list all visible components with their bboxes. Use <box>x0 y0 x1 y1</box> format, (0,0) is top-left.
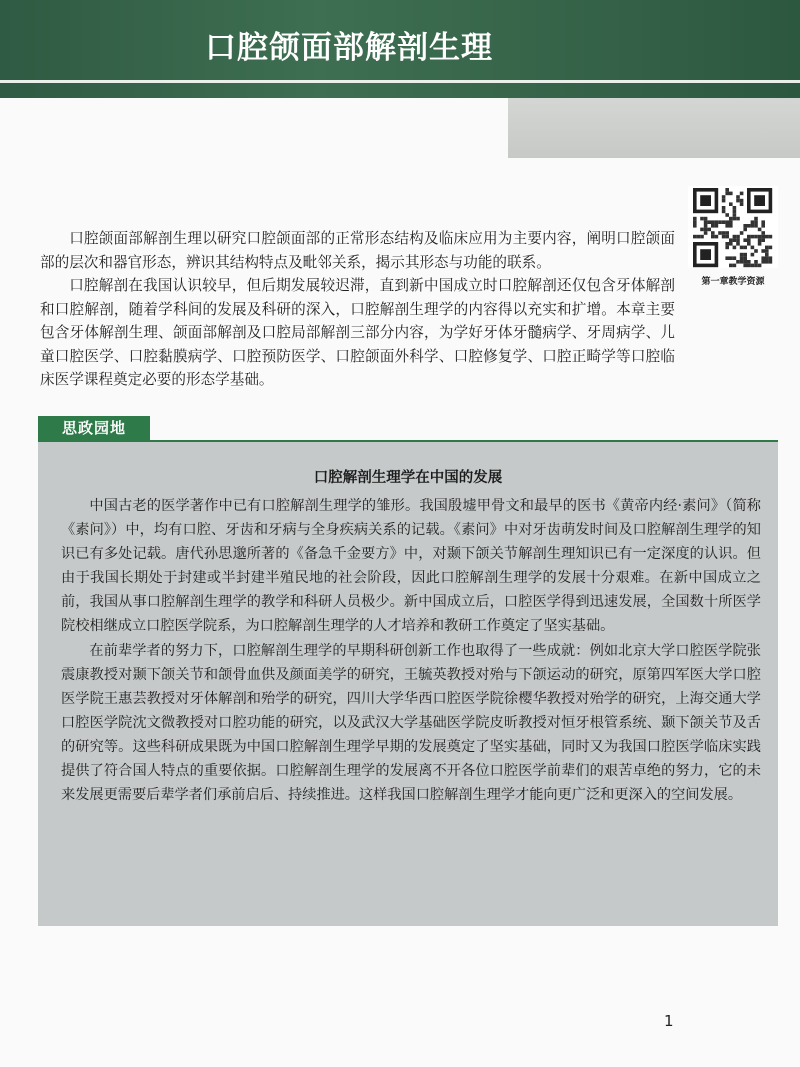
box-paragraph: 在前辈学者的努力下，口腔解剖生理学的早期科研创新工作也取得了一些成就：例如北京大学口腔医学院张震康教授对颞下颌关节和颌骨血供及颜面美学的研究，王毓英教授对殆与下颌运动的研究，原第四军医大学口腔医学院王惠芸教授对牙体解剖和殆学的研究，四川大学华西口腔医学院徐樱华教授对殆学的研究，上海交通大学口腔医学院沈文微教授对口腔功能的研究，以及武汉大学基础医学院皮昕教授对恒牙根管系统、颞下颌关节及舌的研究等。这些科研成果既为中国口腔解剖生理学早期的发展奠定了坚实基础，同时又为我国口腔医学临床实践提供了符合国人特点的重要依据。口腔解剖生理学的发展离不开各位口腔医学前辈们的艰苦卓绝的努力，它的未来发展更需要后辈学者们承前启后、持续推进。这样我国口腔解剖生理学才能向更广泛和更深入的空间发展。 <box>61 642 761 804</box>
box-title: 口腔解剖生理学在中国的发展 <box>313 469 503 486</box>
qr-code-icon[interactable] <box>688 186 778 268</box>
chapter-banner <box>0 0 800 98</box>
box-body <box>61 494 761 807</box>
box-paragraph: 中国古老的医学著作中已有口腔解剖生理学的雏形。我国殷墟甲骨文和最早的医书《黄帝内经·素问》（简称《素问》）中，均有口腔、牙齿和牙病与全身疾病关系的记载。《素问》中对牙齿萌发时间及口腔解剖生理学的知识已有多处记载。唐代孙思邈所著的《备急千金要方》中，对颞下颌关节解剖生理知识已有一定深度的认识。但由于我国长期处于封建或半封建半殖民地的社会阶段，因此口腔解剖生理学的发展十分艰难。在新中国成立之前，我国从事口腔解剖生理学的教学和科研人员极少。新中国成立后，口腔医学得到迅速发展，全国数十所医学院校相继成立口腔医学院系，为口腔解剖生理学的人才培养和教研工作奠定了坚实基础。 <box>61 498 761 635</box>
chapter-title: 口腔颌面部解剖生理 <box>205 30 493 66</box>
page-number: 1 <box>664 1012 674 1030</box>
ideology-section-tab: 思政园地 <box>38 416 150 440</box>
banner-divider <box>0 80 800 83</box>
ideology-box <box>38 442 778 926</box>
intro-text <box>40 227 675 392</box>
qr-caption: 第一章教学资源 <box>701 277 765 287</box>
banner-shadow-band <box>508 98 800 158</box>
intro-paragraph: 口腔颌面部解剖生理以研究口腔颌面部的正常形态结构及临床应用为主要内容，阐明口腔颌面部的层次和器官形态，辨识其结构特点及毗邻关系，揭示其形态与功能的联系。 <box>40 230 675 271</box>
intro-paragraph: 口腔解剖在我国认识较早，但后期发展较迟滞，直到新中国成立时口腔解剖还仅包含牙体解剖和口腔解剖，随着学科间的发展及科研的深入，口腔解剖生理学的内容得以充实和扩增。本章主要包含牙体解剖生理、颌面部解剖及口腔局部解剖三部分内容，为学好牙体牙髓病学、牙周病学、儿童口腔医学、口腔黏膜病学、口腔预防医学、口腔颌面外科学、口腔修复学、口腔正畸学等口腔临床医学课程奠定必要的形态学基础。 <box>40 277 675 388</box>
